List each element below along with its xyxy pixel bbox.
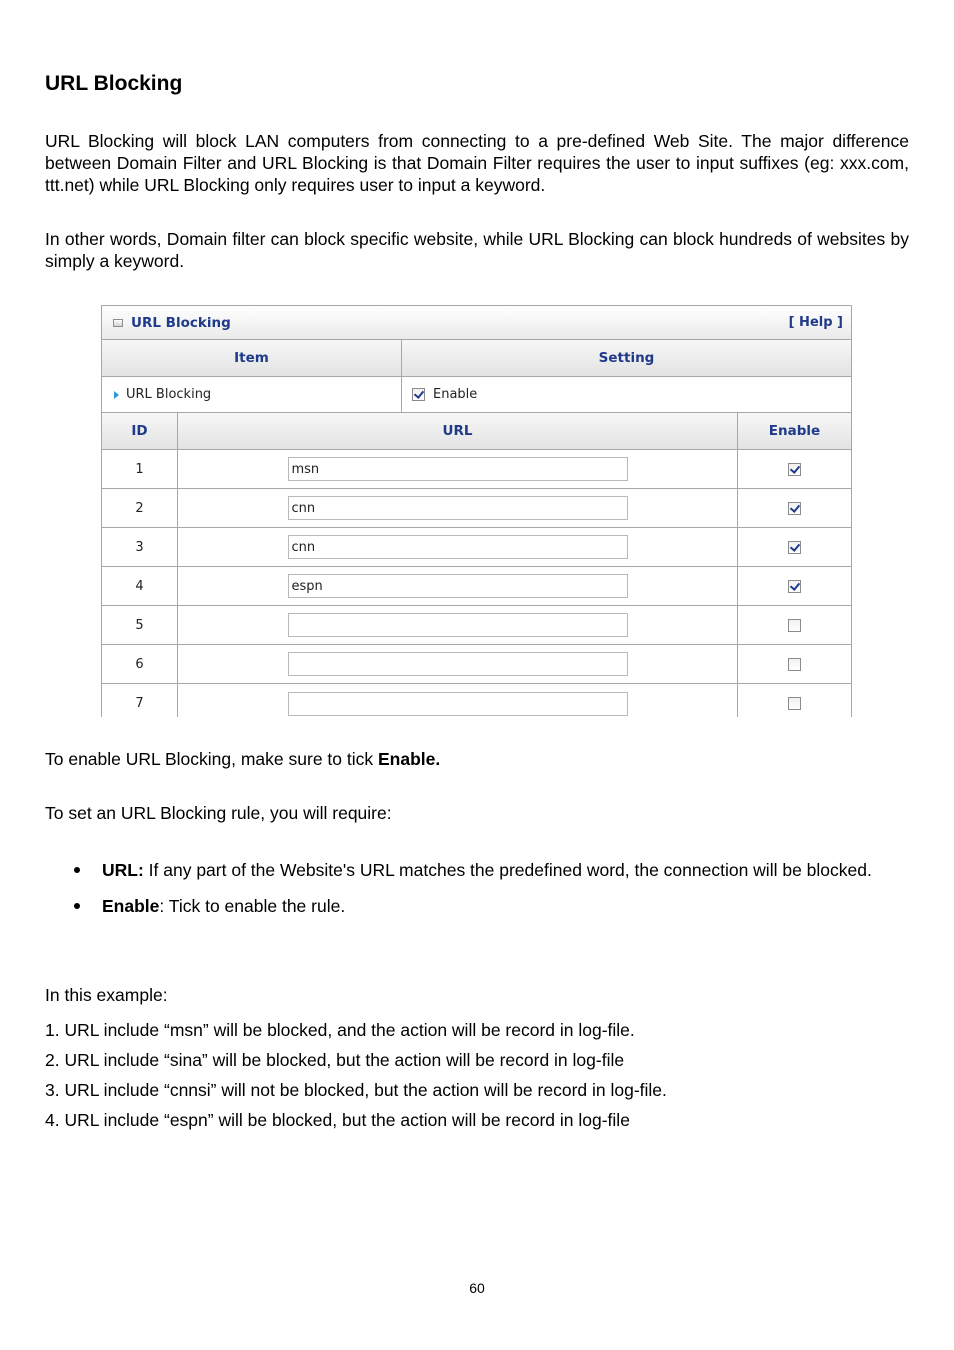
- rule-url-cell: [177, 606, 737, 644]
- enable-note: [45, 748, 440, 770]
- rule-enable-cell: [737, 489, 851, 527]
- list-item: [45, 857, 932, 883]
- list-item: 1. URL include “msn” will be blocked, and the action will be record in log-file.: [45, 1020, 635, 1040]
- settings-header-row: [102, 340, 851, 377]
- rule-id: 4: [135, 578, 144, 594]
- panel-header: [102, 306, 851, 340]
- bullet-icon: [74, 867, 80, 873]
- intro-paragraph: URL Blocking will block LAN computers from connecting to a pre-defined Web Site. The major difference between Domain Filter and URL Blocking is that Domain Filter requires the user to input suffixes (eg: xxx.com, ttt.net) while URL Blocking only requires user to input a keyword.: [45, 131, 909, 195]
- rule-url-cell: [177, 489, 737, 527]
- bullet-term: URL:: [102, 860, 144, 880]
- rule-id: 6: [135, 656, 144, 672]
- rule-enable-checkbox[interactable]: [788, 619, 801, 632]
- table-row: [102, 489, 851, 528]
- url-blocking-enable-checkbox[interactable]: [412, 388, 425, 401]
- table-row: [102, 450, 851, 489]
- panel-title-group: [113, 315, 231, 331]
- rule-url-cell: [177, 528, 737, 566]
- example-intro: In this example:: [45, 985, 168, 1005]
- page-number: 60: [469, 1280, 485, 1296]
- url-input[interactable]: [288, 457, 628, 481]
- rule-enable-checkbox[interactable]: [788, 580, 801, 593]
- rule-enable-cell: [737, 567, 851, 605]
- url-input[interactable]: [288, 692, 628, 716]
- rule-enable-checkbox[interactable]: [788, 502, 801, 515]
- rule-intro: To set an URL Blocking rule, you will require:: [45, 803, 392, 823]
- column-header-url: URL: [177, 413, 737, 449]
- table-row: [102, 528, 851, 567]
- rule-id: 2: [135, 500, 144, 516]
- example-list: [45, 1015, 667, 1135]
- setting-value-cell: [401, 377, 851, 412]
- rule-enable-checkbox[interactable]: [788, 697, 801, 710]
- rules-header-row: [102, 413, 851, 450]
- rule-url-cell: [177, 567, 737, 605]
- column-header-item: Item: [234, 350, 269, 366]
- table-row: [102, 606, 851, 645]
- rule-id: 3: [135, 539, 144, 555]
- column-header-enable: Enable: [737, 413, 851, 449]
- table-row: [102, 645, 851, 684]
- help-link[interactable]: [ Help ]: [788, 315, 843, 330]
- bullet-icon: [74, 903, 80, 909]
- list-item: 4. URL include “espn” will be blocked, but the action will be record in log-file: [45, 1110, 630, 1130]
- requirements-list: [45, 857, 909, 929]
- rule-enable-cell: [737, 684, 851, 717]
- page-title: URL Blocking: [45, 72, 183, 95]
- bullet-text: If any part of the Website's URL matches the predefined word, the connection will be blocked.: [143, 860, 872, 880]
- rule-url-cell: [177, 645, 737, 683]
- enable-note-bold: Enable.: [377, 749, 441, 769]
- list-item: 2. URL include “sina” will be blocked, but the action will be record in log-file: [45, 1050, 625, 1070]
- rule-url-cell: [177, 684, 737, 717]
- table-row: [102, 567, 851, 606]
- url-input[interactable]: [288, 496, 628, 520]
- bullet-term: Enable: [102, 896, 160, 916]
- rule-enable-checkbox[interactable]: [788, 541, 801, 554]
- rule-enable-cell: [737, 606, 851, 644]
- enable-label: Enable: [433, 387, 478, 402]
- url-blocking-panel: [101, 305, 852, 717]
- setting-row-url-blocking: [102, 377, 851, 413]
- column-header-id: ID: [131, 423, 148, 439]
- panel-title: URL Blocking: [131, 314, 231, 331]
- comparison-paragraph: In other words, Domain filter can block specific website, while URL Blocking can block hundreds of websites by simply a keyword.: [45, 229, 909, 271]
- rule-enable-cell: [737, 645, 851, 683]
- setting-item-label: URL Blocking: [126, 387, 212, 402]
- table-row: [102, 684, 851, 717]
- rule-id: 5: [135, 617, 144, 633]
- rule-enable-cell: [737, 528, 851, 566]
- setting-item-cell: [102, 377, 401, 412]
- rule-id: 7: [135, 696, 144, 711]
- rule-id: 1: [135, 461, 144, 477]
- bullet-text: : Tick to enable the rule.: [159, 896, 346, 916]
- enable-note-text: To enable URL Blocking, make sure to tick: [45, 749, 378, 769]
- url-input[interactable]: [288, 574, 628, 598]
- column-header-setting: Setting: [401, 340, 851, 376]
- rule-enable-cell: [737, 450, 851, 488]
- rule-enable-checkbox[interactable]: [788, 463, 801, 476]
- triangle-right-icon: [114, 391, 119, 399]
- url-input[interactable]: [288, 613, 628, 637]
- list-item: [45, 893, 909, 919]
- window-icon: [113, 319, 123, 327]
- url-input[interactable]: [288, 535, 628, 559]
- url-input[interactable]: [288, 652, 628, 676]
- rules-table-body: [102, 450, 851, 717]
- rule-enable-checkbox[interactable]: [788, 658, 801, 671]
- rule-url-cell: [177, 450, 737, 488]
- list-item: 3. URL include “cnnsi” will not be blocked, but the action will be record in log-file.: [45, 1080, 667, 1100]
